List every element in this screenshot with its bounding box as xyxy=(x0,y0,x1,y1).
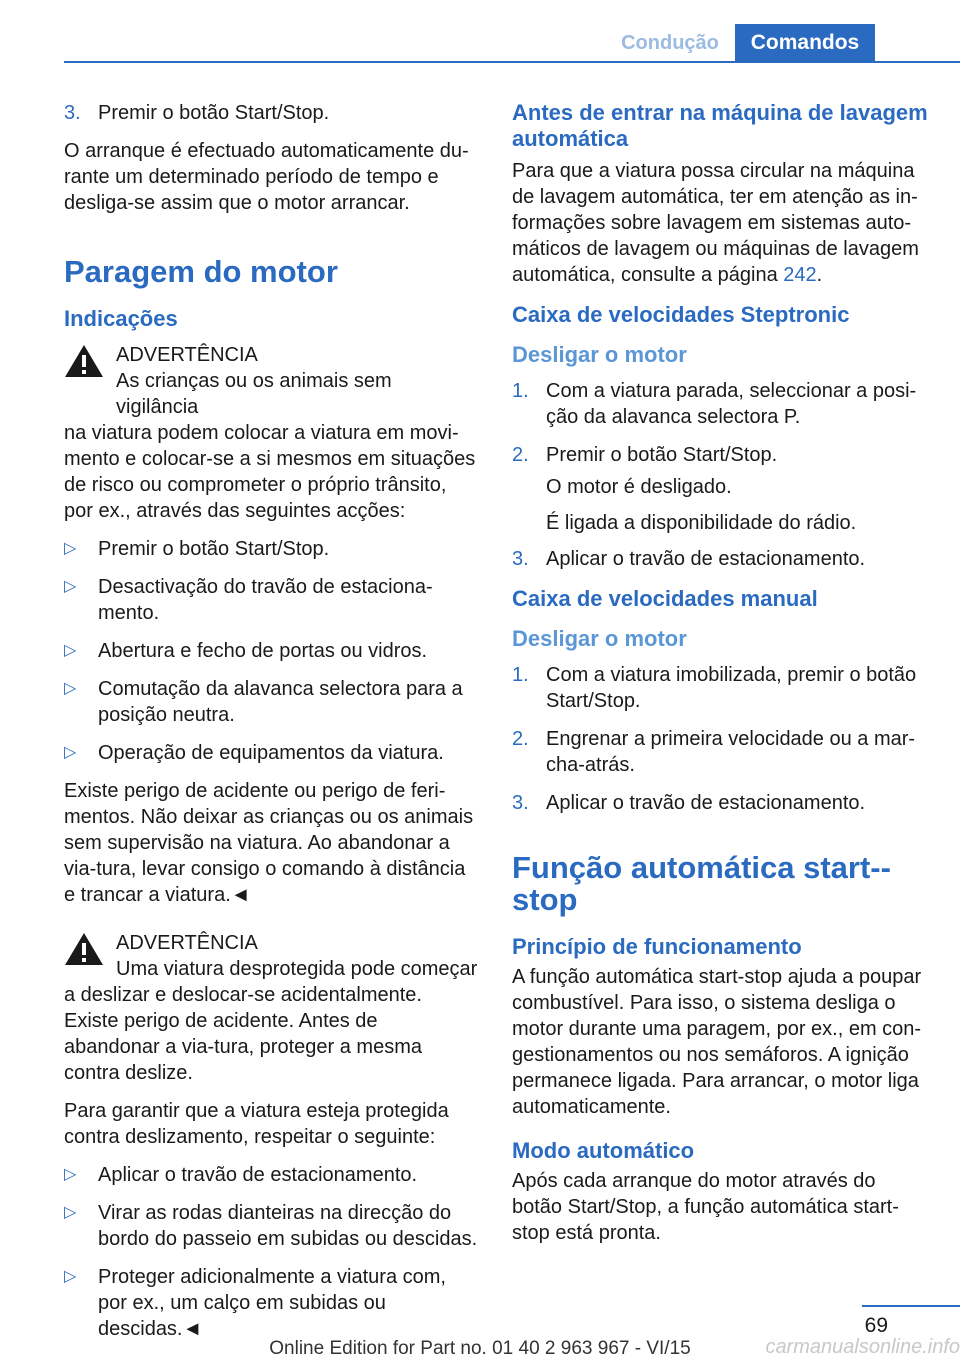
step-number: 1. xyxy=(512,664,529,686)
list-item xyxy=(512,442,928,468)
step-text: Engrenar a primeira velocidade ou a mar-cha-atrás. xyxy=(546,728,916,776)
list-item xyxy=(64,100,478,126)
step-number: 2. xyxy=(512,728,529,750)
chapter-tab: Comandos xyxy=(735,24,875,62)
warning-first-line: As crianças ou os animais sem vigilância xyxy=(116,370,392,418)
paragraph-start: O arranque é efectuado automaticamente du-rante um determinado período de tempo e desliga-se assim que o motor arrancar. xyxy=(64,140,469,214)
list-item: ▷ Proteger adicionalmente a viatura com, por ex., um calço em subidas ou descidas.◄ xyxy=(64,1266,446,1340)
subheading-engine-off-2: Desligar o motor xyxy=(512,626,687,651)
warning-block-children xyxy=(64,342,478,524)
step-text: Premir o botão Start/Stop. xyxy=(98,102,330,124)
list-item xyxy=(512,546,928,572)
section-heading-auto-start-stop: Função automática start--stop xyxy=(512,850,891,917)
subheading-steptronic: Caixa de velocidades Steptronic xyxy=(512,302,850,327)
triangle-bullet-icon: ▷ xyxy=(64,680,77,697)
section-heading-engine-stop: Paragem do motor xyxy=(64,254,338,289)
list-item xyxy=(512,790,928,816)
warning-triangle-icon xyxy=(64,344,104,378)
warning-block-rolling xyxy=(64,930,478,1086)
list-item: ▷ Comutação da alavanca selectora para a posição neutra. xyxy=(64,678,463,726)
section-tab: Condução xyxy=(605,24,735,62)
header-rule xyxy=(64,61,960,63)
triangle-bullet-icon: ▷ xyxy=(64,1166,77,1183)
subheading-car-wash: Antes de entrar na máquina de lavagem automática xyxy=(512,100,928,151)
left-column xyxy=(64,100,478,1354)
step-text: Aplicar o travão de estacionamento. xyxy=(546,548,866,570)
triangle-bullet-icon: ▷ xyxy=(64,578,77,595)
subheading-principle: Princípio de funcionamento xyxy=(512,934,802,959)
right-column xyxy=(512,100,928,1258)
footer-rule xyxy=(862,1305,960,1307)
triangle-bullet-icon: ▷ xyxy=(64,642,77,659)
step-text: Com a viatura imobilizada, premir o botão Start/Stop. xyxy=(546,664,917,712)
bullet-list-actions xyxy=(64,536,478,766)
step-number: 3. xyxy=(512,792,529,814)
paragraph-car-wash: Para que a viatura possa circular na máquina de lavagem automática, ter em atenção as in-formações sobre lavagem em sistemas auto-máticos de lavagem ou máquinas de lavagem automática, consulte a página 242. xyxy=(512,160,919,286)
triangle-bullet-icon: ▷ xyxy=(64,1204,77,1221)
bullet-list-secure xyxy=(64,1162,478,1342)
triangle-bullet-icon: ▷ xyxy=(64,1268,77,1285)
warning-title: ADVERTÊNCIA xyxy=(116,344,258,366)
step-result: O motor é desligado. xyxy=(546,476,732,498)
subheading-notes: Indicações xyxy=(64,306,178,331)
triangle-bullet-icon: ▷ xyxy=(64,540,77,557)
running-header xyxy=(605,24,875,62)
subheading-auto-mode: Modo automático xyxy=(512,1138,695,1163)
warning-triangle-icon xyxy=(64,932,104,966)
step-number: 3. xyxy=(512,548,529,570)
step-number: 2. xyxy=(512,444,529,466)
list-item: ▷ Virar as rodas dianteiras na direcção do bordo do passeio em subidas ou descidas. xyxy=(64,1202,478,1250)
paragraph-danger: Existe perigo de acidente ou perigo de feri-mentos. Não deixar as crianças ou os animais sem supervisão na viatura. Ao abandonar a via-tura, levar consigo o comando à distância e trancar a viatura.◄ xyxy=(64,780,474,906)
list-item: ▷ Aplicar o travão de estacionamento. xyxy=(64,1164,418,1186)
warning-title: ADVERTÊNCIA xyxy=(116,932,258,954)
warning-first-line: Uma viatura desprotegida pode começar xyxy=(116,958,478,980)
step-number: 1. xyxy=(512,380,529,402)
step-number: 3. xyxy=(64,102,81,124)
paragraph-auto-mode: Após cada arranque do motor através do botão Start/Stop, a função automática start-stop está pronta. xyxy=(512,1170,899,1244)
warning-body: na viatura podem colocar a viatura em movi-mento e colocar-se a si mesmos em situações de risco ou comprometer o próprio trânsito, por ex., através das seguintes acções: xyxy=(64,422,476,522)
list-item: ▷ Abertura e fecho de portas ou vidros. xyxy=(64,640,428,662)
step-text: Premir o botão Start/Stop. xyxy=(546,444,778,466)
list-item xyxy=(512,662,928,714)
warning-body: a deslizar e deslocar-se acidentalmente. Existe perigo de acidente. Antes de abandonar a via-tura, proteger a mesma contra deslize. xyxy=(64,984,422,1084)
list-item xyxy=(512,378,928,430)
edition-footer: Online Edition for Part no. 01 40 2 963 967 - VI/15 xyxy=(269,1338,691,1359)
page-reference-link[interactable]: 242 xyxy=(783,264,817,286)
page-number: 69 xyxy=(864,1314,888,1337)
step-text: Com a viatura parada, seleccionar a posi-ção da alavanca selectora P. xyxy=(546,380,917,428)
paragraph-principle: A função automática start-stop ajuda a poupar combustível. Para isso, o sistema desliga o motor durante uma paragem, por ex., em con-gestionamentos ou nos semáforos. A ignição permanece ligada. Para arrancar, o motor liga automaticamente. xyxy=(512,966,922,1118)
list-item: ▷ Operação de equipamentos da viatura. xyxy=(64,742,444,764)
step-text: Aplicar o travão de estacionamento. xyxy=(546,792,866,814)
steps-manual xyxy=(512,662,928,816)
list-item: ▷ Premir o botão Start/Stop. xyxy=(64,538,330,560)
watermark: carmanualsonline.info xyxy=(765,1336,960,1358)
triangle-bullet-icon: ▷ xyxy=(64,744,77,761)
list-item: ▷ Desactivação do travão de estaciona-mento. xyxy=(64,576,433,624)
list-item xyxy=(512,726,928,778)
subheading-engine-off-1: Desligar o motor xyxy=(512,342,687,367)
subheading-manual: Caixa de velocidades manual xyxy=(512,586,818,611)
paragraph-secure: Para garantir que a viatura esteja protegida contra deslizamento, respeitar o seguinte: xyxy=(64,1100,449,1148)
steps-steptronic xyxy=(512,378,928,572)
step-result: É ligada a disponibilidade do rádio. xyxy=(546,512,857,534)
